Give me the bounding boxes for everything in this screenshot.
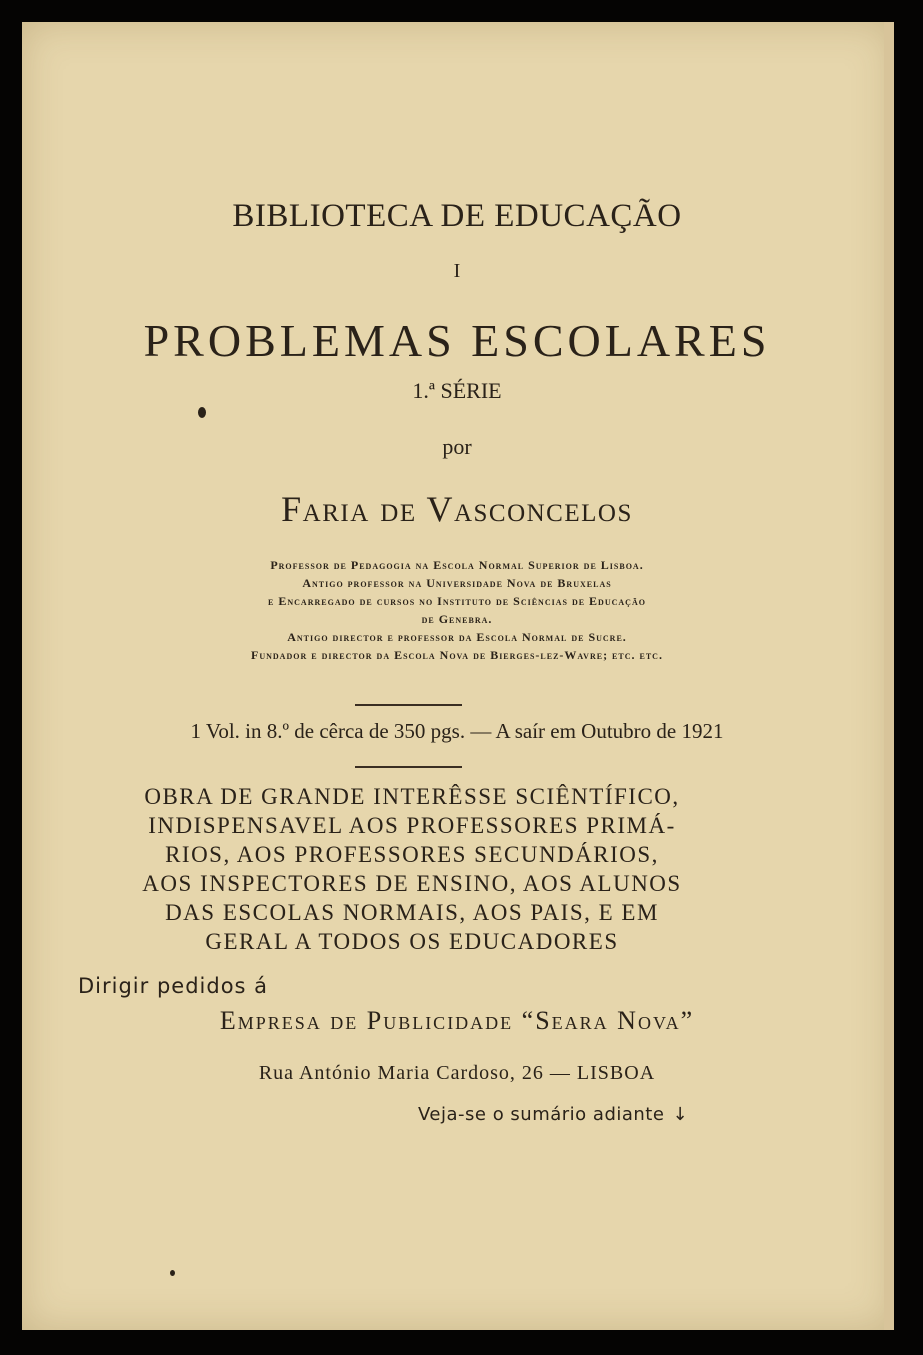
- description-block: [92, 782, 732, 956]
- author-name: Faria de Vasconcelos: [281, 489, 633, 529]
- credential-line: Professor de Pedagogia na Escola Normal Superior de Lisboa.: [270, 558, 644, 572]
- series-title: BIBLIOTECA DE EDUCAÇÃO: [232, 198, 682, 234]
- author-credentials: [22, 556, 892, 664]
- see-summary-note: [418, 1104, 688, 1125]
- publisher-address: Rua António Maria Cardoso, 26 — LISBOA: [258, 1062, 656, 1084]
- credential-line: Fundador e director da Escola Nova de Bierges-lez-Wavre; etc. etc.: [251, 648, 663, 662]
- credential-line: Antigo director e professor da Escola Normal de Sucre.: [287, 630, 627, 644]
- description-line: INDISPENSAVEL AOS PROFESSORES PRIMÁ-: [148, 813, 676, 838]
- series-edition: 1.ª SÉRIE: [412, 378, 502, 403]
- divider-rule: [355, 704, 462, 706]
- see-summary-text: Veja-se o sumário adiante: [418, 1104, 665, 1125]
- arrow-down-icon: ↓: [672, 1104, 689, 1125]
- description-line: DAS ESCOLAS NORMAIS, AOS PAIS, E EM: [165, 900, 659, 925]
- divider-rule: [355, 766, 462, 768]
- publisher-name: Empresa de Publicidade “Seara Nova”: [219, 1006, 695, 1035]
- page-edge: [884, 22, 894, 1330]
- credential-line: de Genebra.: [421, 612, 493, 626]
- book-title: PROBLEMAS ESCOLARES: [143, 315, 771, 366]
- credential-line: e Encarregado de cursos no Instituto de Sciências de Educação: [268, 594, 646, 608]
- description-line: AOS INSPECTORES DE ENSINO, AOS ALUNOS: [142, 871, 682, 896]
- ink-spot: [198, 407, 206, 418]
- description-line: GERAL A TODOS OS EDUCADORES: [205, 929, 619, 954]
- credential-line: Antigo professor na Universidade Nova de Bruxelas: [302, 576, 612, 590]
- description-line: OBRA DE GRANDE INTERÊSSE SCIÊNTÍFICO,: [144, 784, 680, 809]
- ink-spot: [170, 1270, 175, 1276]
- publication-info: 1 Vol. in 8.º de cêrca de 350 pgs. — A saír em Outubro de 1921: [190, 719, 724, 743]
- document-page: [22, 22, 892, 1330]
- description-line: RIOS, AOS PROFESSORES SECUNDÁRIOS,: [165, 842, 659, 867]
- volume-number: I: [453, 260, 461, 282]
- by-label: por: [442, 434, 472, 459]
- order-label: Dirigir pedidos á: [78, 974, 269, 998]
